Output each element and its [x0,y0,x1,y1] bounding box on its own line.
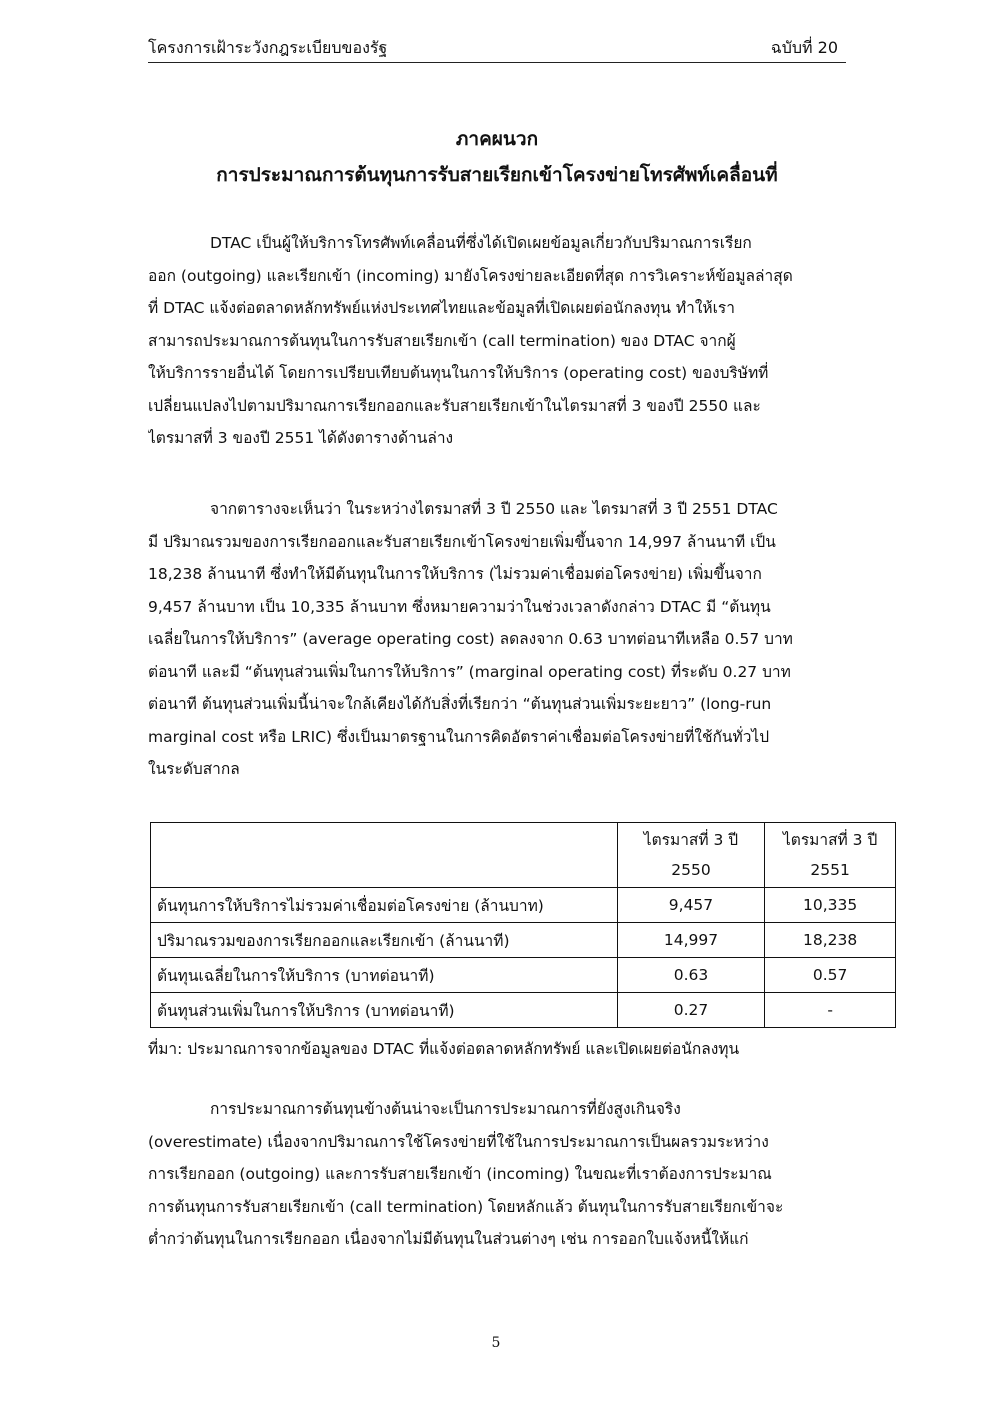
paragraph-line: ออก (outgoing) และเรียกเข้า (incoming) มายังโครงข่ายละเอียดที่สุด การวิเคราะห์ข้อมูลล่าสุด [148,266,793,285]
paragraph-3 [148,1093,846,1256]
paragraph-line: ต่อนาที และมี “ต้นทุนส่วนเพิ่มในการให้บริการ” (marginal operating cost) ที่ระดับ 0.27 บาท [148,662,791,681]
paragraph-line: ไตรมาสที่ 3 ของปี 2551 ได้ดังตารางด้านล่าง [148,429,454,447]
row-value-2550: 9,457 [617,888,765,923]
table-row [151,958,896,993]
table-header-empty [151,823,618,888]
paragraph-line: (overestimate) เนื่องจากปริมาณการใช้โครงข่ายที่ใช้ในการประมาณการเป็นผลรวมระหว่าง [148,1132,769,1151]
paragraph-line: ต่อนาที ต้นทุนส่วนเพิ่มนี้น่าจะใกล้เคียงได้กับสิ่งที่เรียกว่า “ต้นทุนส่วนเพิ่มระยะยาว” (long-run [148,695,772,713]
row-value-2551: 10,335 [765,888,896,923]
row-label: ต้นทุนเฉลี่ยในการให้บริการ (บาทต่อนาที) [151,958,618,993]
paragraph-line: มี ปริมาณรวมของการเรียกออกและรับสายเรียกเข้าโครงข่ายเพิ่มขึ้นจาก 14,997 ล้านนาที เป็น [148,532,776,551]
row-label: ต้นทุนส่วนเพิ่มในการให้บริการ (บาทต่อนาที) [151,993,618,1028]
row-label: ต้นทุนการให้บริการไม่รวมค่าเชื่อมต่อโครงข่าย (ล้านบาท) [151,888,618,923]
row-value-2550: 0.63 [617,958,765,993]
cost-table [150,822,896,1028]
paragraph-line: DTAC เป็นผู้ให้บริการโทรศัพท์เคลื่อนที่ซึ่งได้เปิดเผยข้อมูลเกี่ยวกับปริมาณการเรียก [210,234,752,252]
table-header-q3-2551: ไตรมาสที่ 3 ปี 2551 [765,823,896,888]
row-value-2550: 14,997 [617,923,765,958]
paragraph-line: 18,238 ล้านนาที ซึ่งทำให้มีต้นทุนในการให้บริการ (ไม่รวมค่าเชื่อมต่อโครงข่าย) เพิ่มขึ้นจาก [148,565,762,583]
table-row [151,888,896,923]
paragraph-line: ต่ำกว่าต้นทุนในการเรียกออก เนื่องจากไม่มีต้นทุนในส่วนต่างๆ เช่น การออกใบแจ้งหนี้ให้แก่ [148,1230,749,1248]
paragraph-line: ในระดับสากล [148,760,240,778]
paragraph-1 [148,227,846,455]
paragraph-2 [148,493,846,786]
table-header-row [151,823,896,888]
row-value-2551: 0.57 [765,958,896,993]
appendix-heading: ภาคผนวก [455,128,539,150]
row-value-2551: - [765,993,896,1028]
paragraph-line: marginal cost หรือ LRIC) ซึ่งเป็นมาตรฐานในการคิดอัตราค่าเชื่อมต่อโครงข่ายที่ใช้กันทั่วไป [148,727,770,746]
paragraph-line: การต้นทุนการรับสายเรียกเข้า (call termination) โดยหลักแล้ว ต้นทุนในการรับสายเรียกเข้าจะ [148,1197,784,1216]
paragraph-line: การเรียกออก (outgoing) และการรับสายเรียกเข้า (incoming) ในขณะที่เราต้องการประมาณ [148,1165,772,1183]
row-value-2551: 18,238 [765,923,896,958]
table-header-q3-2550: ไตรมาสที่ 3 ปี 2550 [617,823,765,888]
row-value-2550: 0.27 [617,993,765,1028]
paragraph-line: จากตารางจะเห็นว่า ในระหว่างไตรมาสที่ 3 ปี 2550 และ ไตรมาสที่ 3 ปี 2551 DTAC [210,500,778,518]
paragraph-line: การประมาณการต้นทุนข้างต้นน่าจะเป็นการประมาณการที่ยังสูงเกินจริง [210,1100,681,1118]
paragraph-line: ที่ DTAC แจ้งต่อตลาดหลักทรัพย์แห่งประเทศไทยและข้อมูลที่เปิดเผยต่อนักลงทุน ทำให้เรา [148,299,735,317]
appendix-title: การประมาณการต้นทุนการรับสายเรียกเข้าโครงข่ายโทรศัพท์เคลื่อนที่ [216,164,778,186]
table-row [151,923,896,958]
paragraph-line: เฉลี่ยในการให้บริการ” (average operating cost) ลดลงจาก 0.63 บาทต่อนาทีเหลือ 0.57 บาท [148,630,793,648]
table-row [151,993,896,1028]
paragraph-line: ให้บริการรายอื่นได้ โดยการเปรียบเทียบต้นทุนในการให้บริการ (operating cost) ของบริษัทที่ [148,364,769,382]
header-project-title: โครงการเฝ้าระวังกฎระเบียบของรัฐ [148,38,388,57]
paragraph-line: เปลี่ยนแปลงไปตามปริมาณการเรียกออกและรับสายเรียกเข้าในไตรมาสที่ 3 ของปี 2550 และ [148,396,761,415]
header-issue-number: ฉบับที่ 20 [770,38,838,57]
page-header [148,32,846,63]
paragraph-line: สามารถประมาณการต้นทุนในการรับสายเรียกเข้า (call termination) ของ DTAC จากผู้ [148,331,736,350]
row-label: ปริมาณรวมของการเรียกออกและเรียกเข้า (ล้านนาที) [151,923,618,958]
table-source-note: ที่มา: ประมาณการจากข้อมูลของ DTAC ที่แจ้งต่อตลาดหลักทรัพย์ และเปิดเผยต่อนักลงทุน [148,1040,740,1058]
paragraph-line: 9,457 ล้านบาท เป็น 10,335 ล้านบาท ซึ่งหมายความว่าในช่วงเวลาดังกล่าว DTAC มี “ต้นทุน [148,597,771,616]
page-number: 5 [491,1335,501,1351]
